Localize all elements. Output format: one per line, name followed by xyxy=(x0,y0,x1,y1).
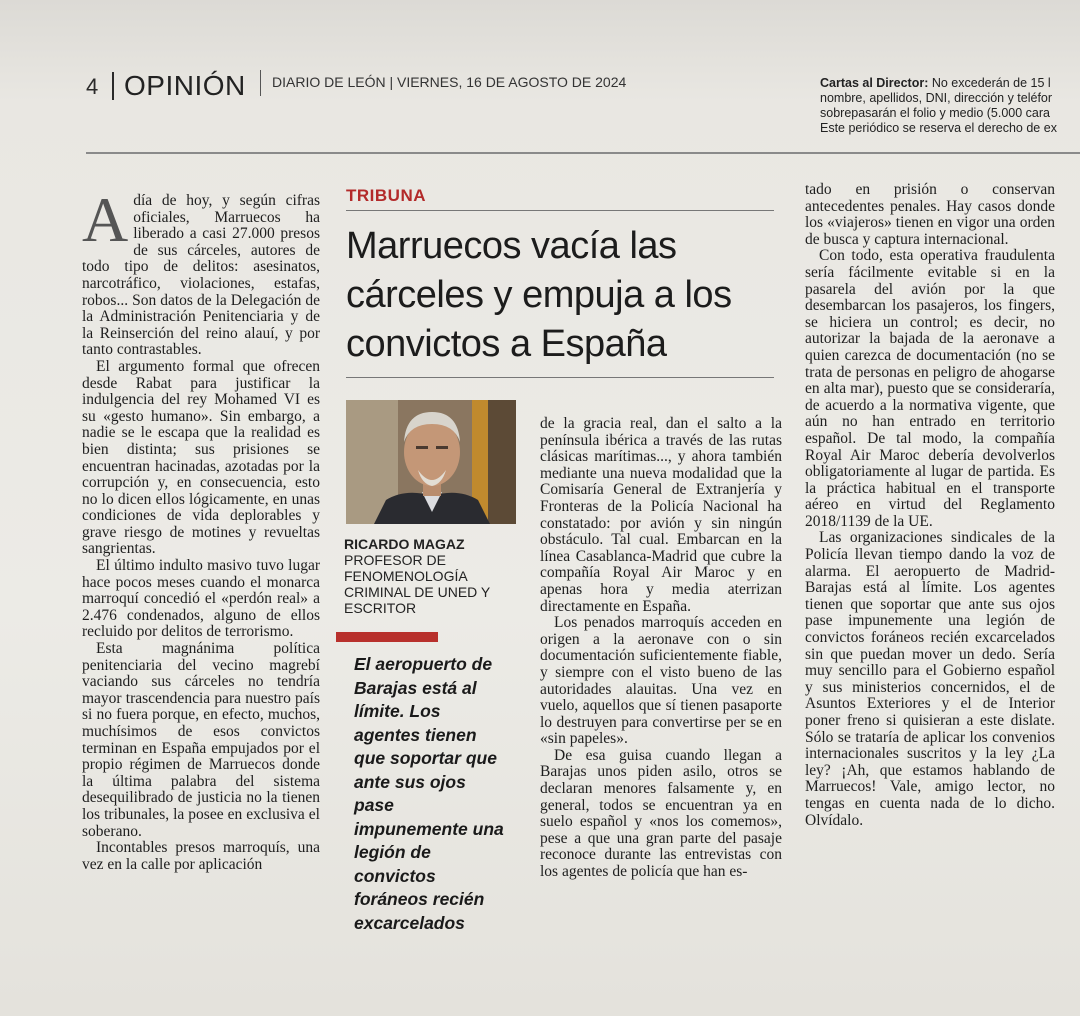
author-role: PROFESOR DE FENOMENOLOGÍA CRIMINAL DE UNED Y ESCRITOR xyxy=(344,552,490,616)
drop-cap: A xyxy=(82,184,129,255)
article-paragraph: De esa guisa cuando llegan a Barajas unos piden asilo, otros se declaran menores falsamente y, en general, todos se encuentran ya en suelo español y «nos los comemos», pese a que una gran parte del pasaje reconoce durante las entrevistas con los agentes de policía que han es- xyxy=(540,746,782,881)
article-paragraph: El último indulto masivo tuvo lugar hace pocos meses cuando el monarca marroquí concedió el «perdón real» a 2.476 condenados, alguno de ellos recluido por delitos de terrorismo. xyxy=(82,557,320,641)
author-byline xyxy=(344,536,524,616)
article-paragraph: de la gracia real, dan el salto a la península ibérica a través de las rutas clásicas marítimas..., y ahora también mediante una nueva modalidad que la Comisaría General de Extranjería y Fronteras de la Policía Nacional ha constatado: por avión y sin ningún obstáculo. Tal cual. Embarcan en la línea Casablanca-Madrid que cubre la compañía Royal Air Maroc y en apenas hora y media aterrizan directamente en España. xyxy=(540,415,782,615)
headline-rule xyxy=(346,210,774,211)
letters-notice-line: No excederán de 15 l xyxy=(931,76,1051,90)
article-paragraph: Incontables presos marroquís, una vez en la calle por aplicación xyxy=(82,839,320,873)
section-title: OPINIÓN xyxy=(124,70,246,101)
article-paragraph: Los penados marroquís acceden en origen a la aeronave con o sin documentación suficientemente fiable, y siempre con el visto bueno de las autoridades alauitas. Una vez en vuelo, aquellos que sí tienen pasaporte lo destruyen para convertirse per se en «sin papeles». xyxy=(540,614,782,748)
article-column-3 xyxy=(540,416,782,881)
article-paragraph: El argumento formal que ofrecen desde Rabat para justificar la indulgencia del rey Mohamed VI es su «gesto humano». Sin embargo, a nadie se le escapa que la realidad es bien distinta; sus prisiones se encuentran hacinadas, azotadas por la corrupción y, en consecuencia, esto no lo dicen ellos lógicamente, en unas condiciones de vida deplorables y grave riesgo de motines y revueltas sangrientas. xyxy=(82,357,320,558)
article-paragraph: Esta magnánima política penitenciaria del vecino magrebí vaciando sus cárceles no tendría mayor trascendencia para nuestro país si no fuera porque, en efecto, muchos, muchísimos de esos convictos terminan en España empujados por el propio régimen de Marruecos donde la última palabra del sistema desequilibrado de justicia no la tienen los tribunales, la posee en exclusiva el soberano. xyxy=(82,640,320,840)
kicker: TRIBUNA xyxy=(346,186,426,205)
author-photo xyxy=(346,400,516,524)
letters-notice-label: Cartas al Director: xyxy=(820,76,929,90)
pull-quote-bar xyxy=(336,632,438,642)
article-paragraph: Adía de hoy, y según cifras oficiales, Marruecos ha liberado a casi 27.000 presos de sus cárceles, autores de todo tipo de delitos: asesinatos, narcotráfico, violaciones, estafas, robos... Son datos de la Delegación de la Administración Penitenciaria y de la Reinserción del reino alauí, y por tanto contrastables. xyxy=(82,184,320,359)
article-paragraph: Las organizaciones sindicales de la Policía llevan tiempo dando la voz de alarma. El aeropuerto de Madrid-Barajas está al límite. Los agentes tienen que soportar que ante sus ojos pase impunemente una legión de convictos foráneos recién excarcelados sin que puedan mover un dedo. Sería muy sencillo para el Gobierno español y sus ministerios concernidos, el de Asuntos Exteriores y el de Interior poner freno si quisieran a este dislate. Sólo se trataría de aplicar los convenios internacionales suscritos y la ley ¿La ley? ¡Ah, que estamos hablando de Marruecos! Vale, amigo lector, no tengas en cuenta nada de lo dicho. Olvídalo. xyxy=(805,529,1055,829)
paper-date: DIARIO DE LEÓN | VIERNES, 16 DE AGOSTO DE 2024 xyxy=(272,74,627,90)
article-paragraph: tado en prisión o conservan antecedentes penales. Hay casos donde los «viajeros» tienen en vigor una orden de busca y captura internacional. xyxy=(805,181,1055,248)
header-rule xyxy=(86,152,1080,154)
letters-notice-line: sobrepasarán el folio y medio (5.000 cara xyxy=(820,106,1050,120)
page-number: 4 xyxy=(86,74,99,99)
article-column-4 xyxy=(805,182,1055,829)
article-paragraph: Con todo, esta operativa fraudulenta sería fácilmente evitable si en la pasarela del avión por la que desembarcan los pasajeros, los fingers, se hiciera un control; es decir, no autorizar la bajada de la aeronave a quien carezca de documentación (no se trata de personas en peligro de ahogarse en alta mar), puesto que se consideraría, de acuerdo a la normativa vigente, que aún no han entrado en territorio español. De tal modo, la compañía Royal Air Maroc debería devolverlos obligatoriamente al lugar de partida. Es la práctica habitual en el transporte aéreo en virtud del Reglamento 2018/1139 de la UE. xyxy=(805,247,1055,530)
headline: Marruecos vacía las cárceles y empuja a los convictos a España xyxy=(346,225,732,365)
letters-notice xyxy=(820,76,1080,136)
letters-notice-line: Este periódico se reserva el derecho de ex xyxy=(820,121,1057,135)
pull-quote: El aeropuerto de Barajas está al límite. Los agentes tienen que soportar que ante sus ojos pase impunemente una legión de convictos foráneos recién excarcelados xyxy=(354,654,504,933)
author-name: RICARDO MAGAZ xyxy=(344,536,465,552)
headline-rule xyxy=(346,377,774,378)
article-column-1 xyxy=(82,184,320,873)
header-divider xyxy=(260,70,261,96)
letters-notice-line: nombre, apellidos, DNI, dirección y teléfor xyxy=(820,91,1053,105)
header-divider xyxy=(112,72,114,100)
